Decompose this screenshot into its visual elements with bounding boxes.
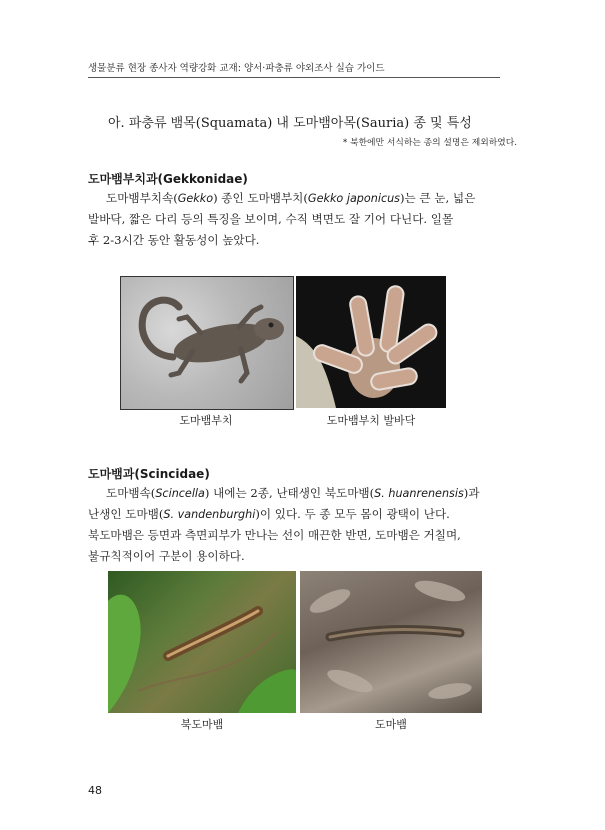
scincidae-line-1: 도마뱀속(Scincella) 내에는 2종, 난태생인 북도마뱀(S. huanrenensis)과 xyxy=(106,486,480,500)
gekkonidae-line-1: 도마뱀부치속(Gekko) 종인 도마뱀부치(Gekko japonicus)는 큰 눈, 넓은 xyxy=(106,191,476,205)
gekkonidae-paragraph xyxy=(88,188,518,251)
caption-gecko: 도마뱀부치 xyxy=(179,414,233,427)
gecko-photo xyxy=(120,276,294,410)
north-skink-photo xyxy=(108,571,296,713)
gecko-illustration xyxy=(121,277,293,409)
running-header: 생물분류 현장 종사자 역량강화 교재: 양서·파충류 야외조사 실습 가이드 xyxy=(88,60,500,78)
scincidae-line-2: 난생인 도마뱀(S. vandenburghi)이 있다. 두 종 모두 몸이 광택이 난다. xyxy=(88,507,450,521)
skink-photo xyxy=(300,571,482,713)
scincidae-line-4: 불규칙적이어 구분이 용이하다. xyxy=(88,549,245,563)
gekkonidae-heading: 도마뱀부치과(Gekkonidae) xyxy=(88,172,248,186)
section-note: * 북한에만 서식하는 종의 설명은 제외하였다. xyxy=(342,138,517,148)
gekkonidae-line-3: 후 2-3시간 동안 활동성이 높았다. xyxy=(88,233,260,247)
scincidae-heading: 도마뱀과(Scincidae) xyxy=(88,467,210,481)
scincidae-line-3: 북도마뱀은 등면과 측면피부가 만나는 선이 매끈한 반면, 도마뱀은 거칠며, xyxy=(88,528,461,542)
scincidae-paragraph xyxy=(88,483,518,567)
page-number: 48 xyxy=(88,784,102,797)
section-title: 아. 파충류 뱀목(Squamata) 내 도마뱀아목(Sauria) 종 및 특성 xyxy=(108,116,472,131)
caption-north-skink: 북도마뱀 xyxy=(180,718,224,731)
gecko-foot-illustration xyxy=(296,276,446,408)
skink-illustration xyxy=(300,571,482,713)
gekkonidae-line-2: 발바닥, 짧은 다리 등의 특징을 보이며, 수직 벽면도 잘 기어 다닌다. 일몰 xyxy=(88,212,454,226)
north-skink-illustration xyxy=(108,571,296,713)
caption-gecko-foot: 도마뱀부치 발바닥 xyxy=(326,414,416,427)
caption-skink: 도마뱀 xyxy=(375,718,407,731)
gecko-foot-photo xyxy=(296,276,446,408)
